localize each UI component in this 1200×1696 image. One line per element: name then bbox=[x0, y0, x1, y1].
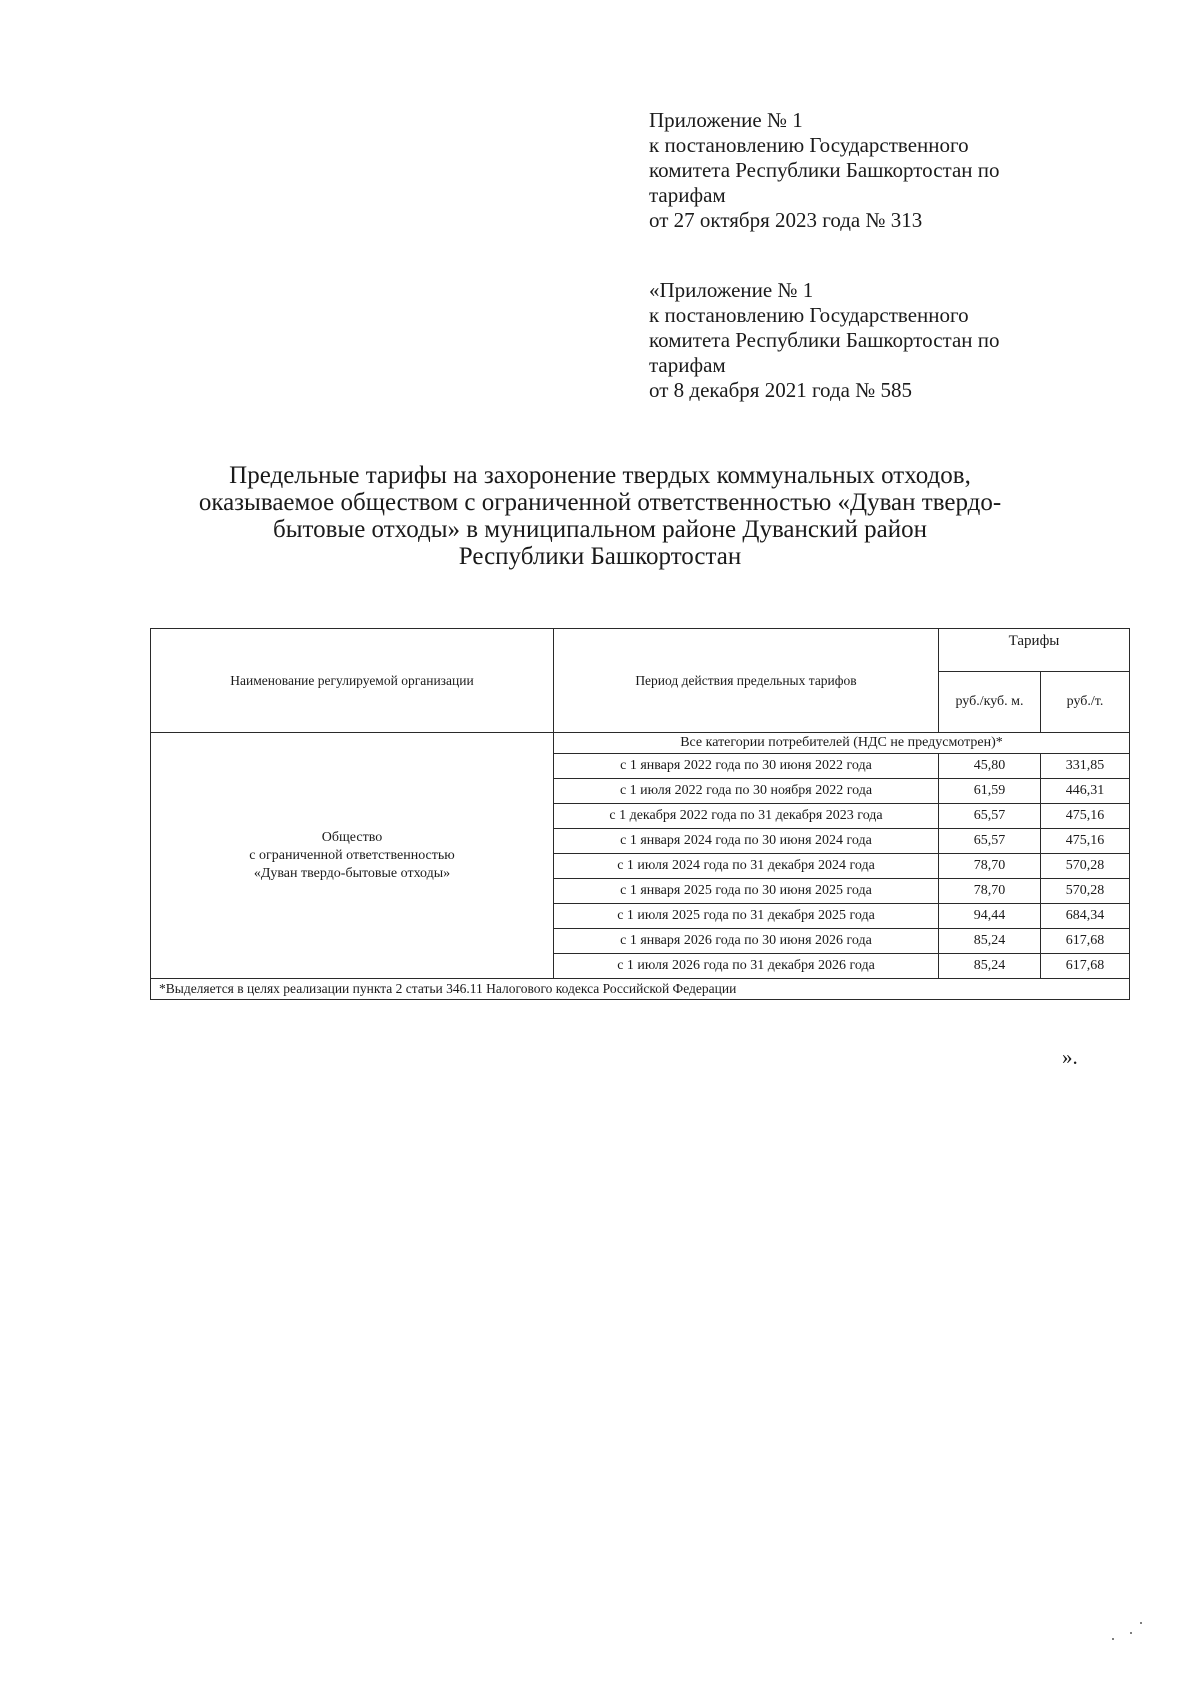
org-line: «Дуван твердо-бытовые отходы» bbox=[253, 865, 451, 881]
annex-line: к постановлению Государственного bbox=[649, 303, 969, 327]
rub-t-cell: 331,85 bbox=[1041, 754, 1130, 779]
rub-m3-cell: 61,59 bbox=[939, 779, 1041, 804]
closing-quote-mark: ». bbox=[1062, 1045, 1078, 1069]
tariff-table bbox=[150, 628, 1130, 1000]
title-line: бытовые отходы» в муниципальном районе Дуванский район bbox=[273, 516, 927, 543]
scan-speck bbox=[1130, 1632, 1132, 1634]
annex-line: комитета Республики Башкортостан по bbox=[649, 158, 1000, 182]
rub-m3-cell: 78,70 bbox=[939, 854, 1041, 879]
rub-m3-cell: 65,57 bbox=[939, 804, 1041, 829]
annex-line: тарифам bbox=[649, 353, 726, 377]
document-title bbox=[120, 462, 1080, 570]
period-cell: с 1 июля 2022 года по 30 ноября 2022 года bbox=[554, 779, 939, 804]
header-unit-weight: руб./т. bbox=[1041, 672, 1130, 733]
period-cell: с 1 января 2022 года по 30 июня 2022 года bbox=[554, 754, 939, 779]
rub-t-cell: 570,28 bbox=[1041, 879, 1130, 904]
org-line: с ограниченной ответственностью bbox=[249, 847, 455, 863]
annex-header-original bbox=[649, 278, 1079, 403]
period-cell: с 1 июля 2024 года по 31 декабря 2024 года bbox=[554, 854, 939, 879]
footnote: *Выделяется в целях реализации пункта 2 статьи 346.11 Налогового кодекса Российской Федерации bbox=[151, 979, 1130, 1000]
annex-line: комитета Республики Башкортостан по bbox=[649, 328, 1000, 352]
header-period: Период действия предельных тарифов bbox=[554, 629, 939, 733]
rub-t-cell: 684,34 bbox=[1041, 904, 1130, 929]
rub-m3-cell: 78,70 bbox=[939, 879, 1041, 904]
rub-m3-cell: 85,24 bbox=[939, 929, 1041, 954]
rub-t-cell: 617,68 bbox=[1041, 954, 1130, 979]
rub-t-cell: 617,68 bbox=[1041, 929, 1130, 954]
rub-t-cell: 446,31 bbox=[1041, 779, 1130, 804]
period-cell: с 1 декабря 2022 года по 31 декабря 2023 года bbox=[554, 804, 939, 829]
rub-m3-cell: 45,80 bbox=[939, 754, 1041, 779]
annex-line: от 27 октября 2023 года № 313 bbox=[649, 208, 923, 232]
rub-m3-cell: 94,44 bbox=[939, 904, 1041, 929]
annex-line: Приложение № 1 bbox=[649, 108, 803, 132]
period-cell: с 1 июля 2026 года по 31 декабря 2026 года bbox=[554, 954, 939, 979]
annex-line: тарифам bbox=[649, 183, 726, 207]
title-line: оказываемое обществом с ограниченной ответственностью «Дуван твердо- bbox=[198, 489, 1002, 516]
annex-header-current bbox=[649, 108, 1079, 233]
title-line: Республики Башкортостан bbox=[458, 543, 742, 570]
org-line: Общество bbox=[321, 829, 383, 845]
organization-cell bbox=[151, 733, 554, 979]
period-cell: с 1 июля 2025 года по 31 декабря 2025 года bbox=[554, 904, 939, 929]
rub-t-cell: 570,28 bbox=[1041, 854, 1130, 879]
rub-m3-cell: 85,24 bbox=[939, 954, 1041, 979]
annex-line: «Приложение № 1 bbox=[649, 278, 814, 302]
period-cell: с 1 января 2024 года по 30 июня 2024 года bbox=[554, 829, 939, 854]
annex-line: к постановлению Государственного bbox=[649, 133, 969, 157]
rub-t-cell: 475,16 bbox=[1041, 829, 1130, 854]
consumer-category: Все категории потребителей (НДС не предусмотрен)* bbox=[554, 733, 1130, 754]
scan-speck bbox=[1112, 1638, 1114, 1640]
header-org: Наименование регулируемой организации bbox=[151, 629, 554, 733]
period-cell: с 1 января 2025 года по 30 июня 2025 года bbox=[554, 879, 939, 904]
scan-speck bbox=[1140, 1622, 1142, 1624]
header-unit-volume: руб./куб. м. bbox=[939, 672, 1041, 733]
rub-m3-cell: 65,57 bbox=[939, 829, 1041, 854]
title-line: Предельные тарифы на захоронение твердых коммунальных отходов, bbox=[229, 462, 971, 489]
header-tariffs: Тарифы bbox=[939, 629, 1130, 672]
rub-t-cell: 475,16 bbox=[1041, 804, 1130, 829]
period-cell: с 1 января 2026 года по 30 июня 2026 года bbox=[554, 929, 939, 954]
annex-line: от 8 декабря 2021 года № 585 bbox=[649, 378, 912, 402]
